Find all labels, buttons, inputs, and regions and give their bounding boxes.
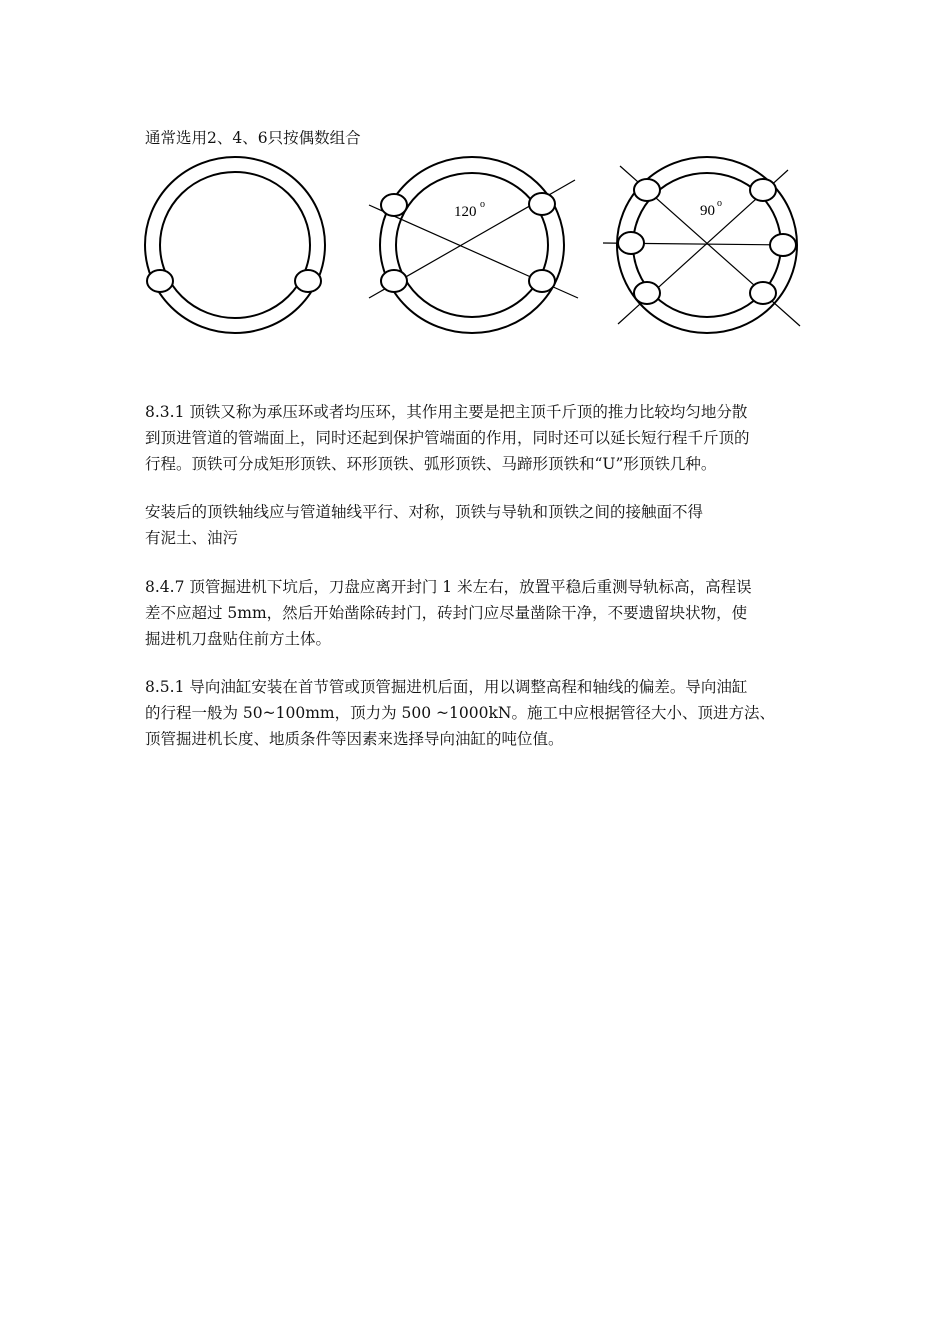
- text-line: 差不应超过 5mm，然后开始凿除砖封门，砖封门应尽量凿除干净，不要遗留块状物，使: [145, 604, 748, 622]
- text-line: 8.4.7 顶管掘进机下坑后，刀盘应离开封门 1 米左右，放置平稳后重测导轨标高，高程误: [145, 578, 752, 596]
- text-line: 的行程一般为 50~100mm，顶力为 500 ~1000kN。施工中应根据管径大小、顶进方法、: [145, 704, 775, 722]
- text-line: 到顶进管道的管端面上，同时还起到保护管端面的作用，同时还可以延长短行程千斤顶的: [145, 429, 750, 447]
- jack-circle: [750, 282, 776, 304]
- text-line: 8.3.1 顶铁又称为承压环或者均压环，其作用主要是把主顶千斤顶的推力比较均匀地分散: [145, 403, 748, 421]
- jack-circle: [750, 179, 776, 201]
- degree-mark: o: [480, 199, 485, 210]
- text-line: 掘进机刀盘贴住前方土体。: [145, 630, 332, 648]
- paragraph-8-3-1: [145, 399, 825, 477]
- jack-circle: [634, 282, 660, 304]
- inner-ring: [396, 173, 548, 317]
- ring-diagram-two-jacks: [145, 157, 325, 333]
- jack-circle: [618, 232, 644, 254]
- ring-diagram-six-jacks: [603, 157, 800, 333]
- text-line: 顶管掘进机长度、地质条件等因素来选择导向油缸的吨位值。: [145, 730, 564, 748]
- outer-ring: [380, 157, 564, 333]
- paragraph-installation: [145, 499, 825, 551]
- paragraph-8-4-7: [145, 574, 825, 652]
- text-line: 有泥土、油污: [145, 529, 239, 547]
- intro-text: 通常选用2、4、6只按偶数组合: [145, 129, 361, 147]
- outer-ring: [145, 157, 325, 333]
- jack-circle: [381, 194, 407, 216]
- jack-circle: [295, 270, 321, 292]
- jack-circle: [147, 270, 173, 292]
- paragraph-8-5-1: [145, 674, 825, 752]
- jack-circle: [529, 270, 555, 292]
- jack-circle: [634, 179, 660, 201]
- jack-arrangement-figure: [140, 150, 810, 340]
- ring-diagram-four-jacks: [369, 157, 578, 333]
- inner-ring: [160, 172, 310, 318]
- jack-circle: [529, 193, 555, 215]
- angle-label-120: 120: [454, 204, 477, 220]
- angle-label-90: 90: [700, 203, 715, 219]
- text-line: 行程。顶铁可分成矩形顶铁、环形顶铁、弧形顶铁、马蹄形顶铁和“U”形顶铁几种。: [145, 455, 717, 473]
- jack-circle: [770, 234, 796, 256]
- jack-circle: [381, 270, 407, 292]
- text-line: 8.5.1 导向油缸安装在首节管或顶管掘进机后面，用以调整高程和轴线的偏差。导向油缸: [145, 678, 748, 696]
- degree-mark: o: [717, 198, 722, 209]
- text-line: 安装后的顶铁轴线应与管道轴线平行、对称，顶铁与导轨和顶铁之间的接触面不得: [145, 503, 704, 521]
